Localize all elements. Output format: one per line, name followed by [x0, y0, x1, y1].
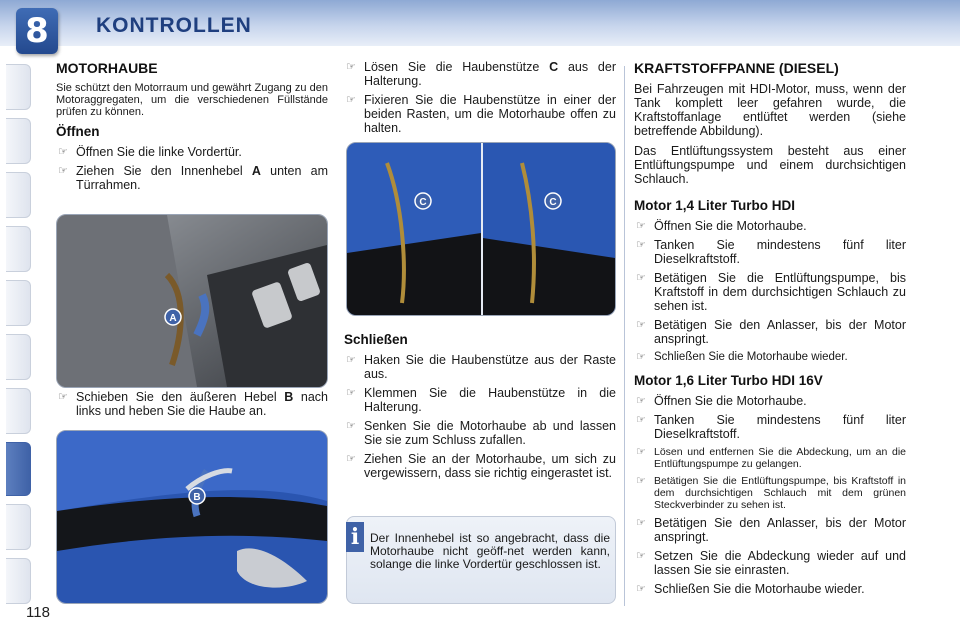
page-number: 118 [26, 604, 50, 621]
paragraph: Das Entlüftungssystem besteht aus einer Entlüftungspumpe und einem durchsichtigen Schlauch. [634, 144, 906, 186]
step-text: Betätigen Sie den Anlasser, bis der Motor anspringt. [654, 318, 906, 346]
fuel-column [634, 60, 906, 601]
finger-pointer-icon: ☞ [58, 391, 68, 403]
finger-pointer-icon: ☞ [636, 517, 646, 529]
subheading-close: Schließen [344, 332, 408, 347]
chapter-tab-rail [6, 64, 32, 612]
finger-pointer-icon: ☞ [636, 414, 646, 426]
step-text: Lösen und entfernen Sie die Abdeckung, um an die Entlüftungspumpe zu gelangen. [654, 446, 906, 470]
info-icon: i [346, 522, 364, 552]
chapter-tab[interactable] [6, 558, 31, 604]
finger-pointer-icon: ☞ [346, 94, 356, 106]
step-text: Lösen Sie die Haubenstütze [364, 60, 550, 74]
step-text: Schließen Sie die Motorhaube wieder. [654, 582, 865, 596]
step-item [634, 271, 906, 313]
page-title: KONTROLLEN [96, 14, 252, 37]
chapter-tab[interactable] [6, 504, 31, 550]
step-text: Senken Sie die Motorhaube ab und lassen Sie sie zum Schluss zufallen. [364, 419, 616, 447]
finger-pointer-icon: ☞ [636, 351, 646, 363]
step-text: Ziehen Sie den Innenhebel [76, 164, 252, 178]
step-text: Tanken Sie mindestens fünf liter Dieselkraftstoff. [654, 413, 906, 441]
step-text: Tanken Sie mindestens fünf liter Dieselkraftstoff. [654, 238, 906, 266]
step-text: Fixieren Sie die Haubenstütze in einer der beiden Rasten, um die Motorhaube offen zu halten. [364, 93, 616, 135]
step-item [56, 145, 328, 159]
step-item [634, 318, 906, 346]
step-text: aus der Halterung. [364, 60, 616, 88]
step-item [634, 446, 906, 470]
step-text: Ziehen Sie an der Motorhaube, um sich zu vergewissern, dass sie richtig eingerastet ist. [364, 452, 616, 480]
step-text: nach links und heben Sie die Haube an. [76, 390, 328, 418]
step-text: Öffnen Sie die Motorhaube. [654, 219, 807, 233]
label-a: A [169, 313, 177, 324]
step-text: Öffnen Sie die Motorhaube. [654, 394, 807, 408]
exterior-lever-photo [56, 430, 328, 604]
finger-pointer-icon: ☞ [636, 583, 646, 595]
interior-lever-photo [56, 214, 328, 388]
step-key: B [284, 390, 294, 404]
chapter-tab[interactable] [6, 172, 31, 218]
step-item [344, 60, 616, 88]
step-item [634, 351, 906, 363]
finger-pointer-icon: ☞ [58, 165, 68, 177]
paragraph: Bei Fahrzeugen mit HDI-Motor, muss, wenn der Tank komplett leer gefahren wurde, die Kraftstoffanlage entlüftet werden (siehe betreffende Abbildung). [634, 82, 906, 138]
step-item [344, 93, 616, 135]
chapter-tab-active[interactable] [6, 442, 31, 496]
label-c-right: C [549, 197, 557, 208]
step-text: Schieben Sie den äußeren Hebel [76, 390, 285, 404]
chapter-badge: 8 [16, 8, 58, 54]
step-item [634, 394, 906, 408]
step-text: Betätigen Sie die Entlüftungspumpe, bis Kraftstoff in dem durchsichtigen Schlauch mit dem grünen Steckverbinder zu sehen ist. [654, 475, 906, 511]
label-b: B [193, 492, 201, 503]
step-item [344, 353, 616, 381]
step-item [634, 475, 906, 511]
subheading-engine-16: Motor 1,6 Liter Turbo HDI 16V [634, 373, 823, 388]
subheading-engine-14: Motor 1,4 Liter Turbo HDI [634, 198, 795, 213]
step-key: C [549, 60, 559, 74]
close-section [344, 332, 616, 485]
finger-pointer-icon: ☞ [346, 387, 356, 399]
intro-text: Sie schützt den Motorraum und gewährt Zugang zu den Motoraggregaten, um die verschiedenen Füllstände prüfen zu können. [56, 82, 328, 118]
step-text: Haken Sie die Haubenstütze aus der Raste aus. [364, 353, 616, 381]
support-rod-photo [346, 142, 616, 316]
step-item [344, 386, 616, 414]
step-text: Klemmen Sie die Haubenstütze in die Halterung. [364, 386, 616, 414]
step-key: A [251, 164, 261, 178]
step-text: Schließen Sie die Motorhaube wieder. [654, 351, 848, 363]
section-heading: MOTORHAUBE [56, 60, 158, 76]
finger-pointer-icon: ☞ [58, 146, 68, 158]
finger-pointer-icon: ☞ [636, 395, 646, 407]
finger-pointer-icon: ☞ [636, 475, 646, 487]
step-text: Setzen Sie die Abdeckung wieder auf und lassen Sie sie einrasten. [654, 549, 906, 577]
finger-pointer-icon: ☞ [636, 446, 646, 458]
hood-column [56, 60, 328, 197]
finger-pointer-icon: ☞ [346, 61, 356, 73]
chapter-tab[interactable] [6, 118, 31, 164]
step-text: unten am Türrahmen. [76, 164, 329, 192]
chapter-tab[interactable] [6, 388, 31, 434]
step-text: Öffnen Sie die linke Vordertür. [76, 145, 242, 159]
finger-pointer-icon: ☞ [636, 272, 646, 284]
step-item [634, 516, 906, 544]
chapter-tab[interactable] [6, 334, 31, 380]
finger-pointer-icon: ☞ [636, 220, 646, 232]
step-item [634, 549, 906, 577]
hood-column-lower [56, 390, 328, 423]
step-item [344, 419, 616, 447]
section-heading: KRAFTSTOFFPANNE (DIESEL) [634, 60, 839, 76]
chapter-tab[interactable] [6, 226, 31, 272]
step-item [56, 164, 328, 192]
column-divider [624, 66, 625, 606]
step-item [344, 452, 616, 480]
hood-support-column [344, 60, 616, 140]
subheading-open: Öffnen [56, 124, 100, 139]
step-item [56, 390, 328, 418]
step-item [634, 413, 906, 441]
step-text: Betätigen Sie die Entlüftungspumpe, bis Kraftstoff in dem durchsichtigen Schlauch zu sehen ist. [654, 271, 906, 313]
step-item [634, 582, 906, 596]
finger-pointer-icon: ☞ [636, 550, 646, 562]
finger-pointer-icon: ☞ [346, 420, 356, 432]
finger-pointer-icon: ☞ [346, 354, 356, 366]
finger-pointer-icon: ☞ [346, 453, 356, 465]
step-item [634, 238, 906, 266]
chapter-tab[interactable] [6, 64, 31, 110]
chapter-tab[interactable] [6, 280, 31, 326]
label-c-left: C [419, 197, 427, 208]
info-text: Der Innenhebel ist so angebracht, dass die Motorhaube nicht geöff-net werden kann, solange die linke Vordertür geschlossen ist. [370, 531, 610, 571]
step-text: Betätigen Sie den Anlasser, bis der Motor anspringt. [654, 516, 906, 544]
finger-pointer-icon: ☞ [636, 319, 646, 331]
finger-pointer-icon: ☞ [636, 239, 646, 251]
step-item [634, 219, 906, 233]
